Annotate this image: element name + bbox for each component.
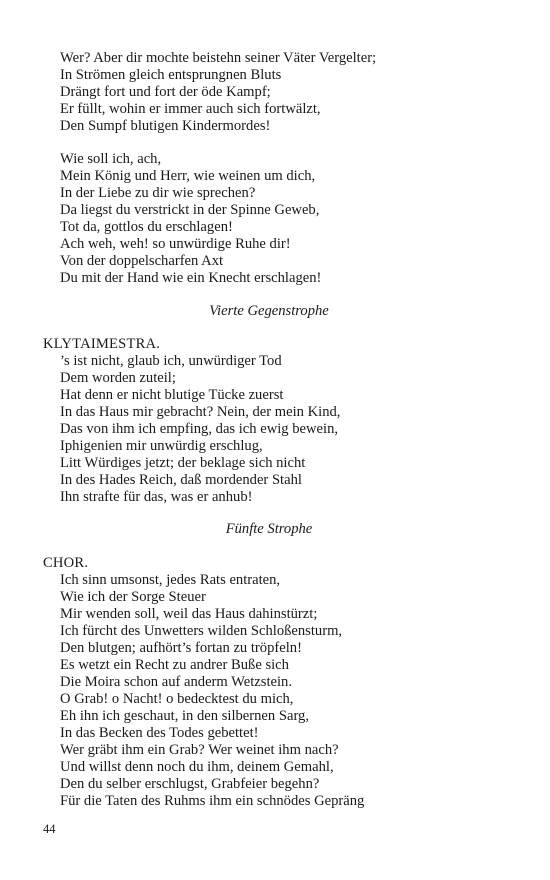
speech-chor bbox=[0, 555, 550, 810]
verse-line: Ach weh, weh! so unwürdige Ruhe dir! bbox=[60, 236, 291, 252]
verse-line: Du mit der Hand wie ein Knecht erschlagen! bbox=[60, 270, 322, 286]
verse-line: In das Becken des Todes gebettet! bbox=[60, 725, 259, 741]
stanza-1 bbox=[0, 50, 550, 135]
verse-line: Den Sumpf blutigen Kindermordes! bbox=[60, 118, 271, 134]
verse-line: Die Moira schon auf anderm Wetzstein. bbox=[60, 674, 292, 690]
verse-line: Drängt fort und fort der öde Kampf; bbox=[60, 84, 271, 100]
speaker-name: KLYTAIMESTRA. bbox=[43, 336, 161, 352]
verse-line: Den du selber erschlugst, Grabfeier begehn? bbox=[60, 776, 320, 792]
verse-line: O Grab! o Nacht! o bedecktest du mich, bbox=[60, 691, 294, 707]
verse-line: ’s ist nicht, glaub ich, unwürdiger Tod bbox=[60, 353, 282, 369]
verse-line: Und willst denn noch du ihm, deinem Gemahl, bbox=[60, 759, 334, 775]
verse-line: Tot da, gottlos du erschlagen! bbox=[60, 219, 233, 235]
verse-line: Es wetzt ein Recht zu andrer Buße sich bbox=[60, 657, 289, 673]
verse-line: Da liegst du verstrickt in der Spinne Geweb, bbox=[60, 202, 320, 218]
verse-line: Wie soll ich, ach, bbox=[60, 151, 162, 167]
verse-line: In das Haus mir gebracht? Nein, der mein Kind, bbox=[60, 404, 341, 420]
verse-line: Litt Würdiges jetzt; der beklage sich nicht bbox=[60, 455, 306, 471]
verse-line: Mir wenden soll, weil das Haus dahinstürzt; bbox=[60, 606, 318, 622]
verse-line: Wer? Aber dir mochte beistehn seiner Väter Vergelter; bbox=[60, 50, 377, 66]
verse-line: Eh ihn ich geschaut, in den silbernen Sarg, bbox=[60, 708, 309, 724]
verse-line: Er füllt, wohin er immer auch sich fortwälzt, bbox=[60, 101, 321, 117]
verse-line: In des Hades Reich, daß mordender Stahl bbox=[60, 472, 302, 488]
verse-line: In Strömen gleich entsprungnen Bluts bbox=[60, 67, 282, 83]
verse-line: Ich sinn umsonst, jedes Rats entraten, bbox=[60, 572, 281, 588]
speech-klytaimestra bbox=[0, 336, 550, 506]
section-heading: Vierte Gegenstrophe bbox=[209, 303, 329, 319]
verse-line: Von der doppelscharfen Axt bbox=[60, 253, 224, 269]
section-heading: Fünfte Strophe bbox=[225, 521, 313, 537]
verse-line: Wer gräbt ihm ein Grab? Wer weinet ihm nach? bbox=[60, 742, 339, 758]
verse-line: In der Liebe zu dir wie sprechen? bbox=[60, 185, 256, 201]
verse-line: Ich fürcht des Unwetters wilden Schloßensturm, bbox=[60, 623, 343, 639]
verse-line: Ihn strafte für das, was er anhub! bbox=[60, 489, 253, 505]
verse-line: Iphigenien mir unwürdig erschlug, bbox=[60, 438, 263, 454]
speaker-name: CHOR. bbox=[43, 555, 89, 571]
verse-line: Dem worden zuteil; bbox=[60, 370, 176, 386]
verse-line: Mein König und Herr, wie weinen um dich, bbox=[60, 168, 316, 184]
verse-line: Das von ihm ich empfing, das ich ewig bewein, bbox=[60, 421, 339, 437]
verse-line: Hat denn er nicht blutige Tücke zuerst bbox=[60, 387, 284, 403]
verse-line: Wie ich der Sorge Steuer bbox=[60, 589, 206, 605]
stanza-2 bbox=[0, 151, 550, 287]
verse-line: Den blutgen; aufhört’s fortan zu tröpfeln! bbox=[60, 640, 302, 656]
page-number: 44 bbox=[43, 822, 56, 836]
verse-line: Für die Taten des Ruhms ihm ein schnödes Gepräng bbox=[60, 793, 365, 809]
